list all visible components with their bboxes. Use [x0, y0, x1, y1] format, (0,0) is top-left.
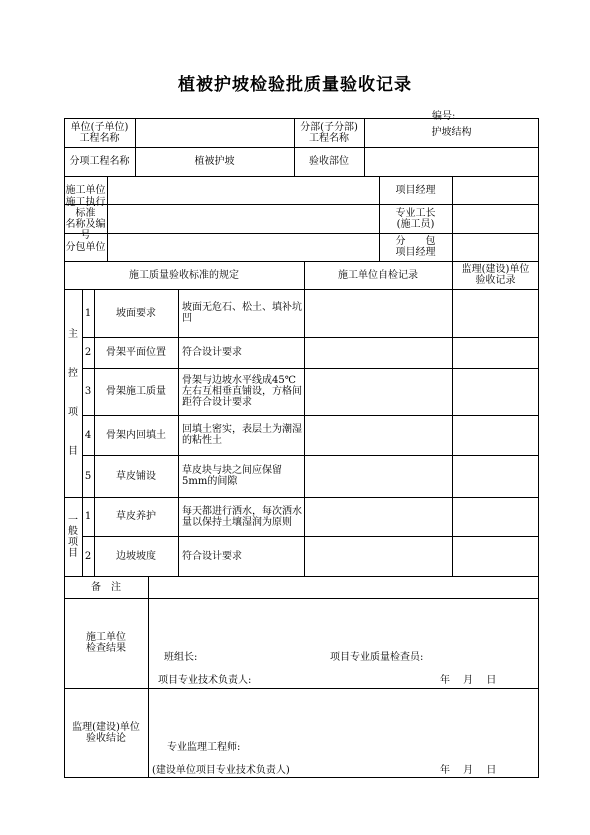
- inspection-record-table: [64, 118, 539, 778]
- general-items-group-label: 一 般 项 目: [68, 514, 78, 559]
- item-name: 草皮养护: [116, 511, 156, 522]
- sub-unit-project-name-label: 分部(子分部) 工程名称: [300, 121, 358, 144]
- supervising-engineer-signature: 专业监理工程师:: [167, 742, 241, 753]
- unit-project-name-label: 单位(子单位) 工程名称: [70, 121, 129, 144]
- self-check-cell[interactable]: [304, 536, 452, 576]
- acceptance-part-label: 验收部位: [309, 156, 349, 167]
- column-header-supervision: 监理(建设)单位 验收记录: [461, 264, 530, 286]
- document-number-label: 编号:: [432, 111, 456, 122]
- subcontractor-field[interactable]: [107, 233, 379, 261]
- supervision-cell[interactable]: [452, 415, 539, 455]
- acceptance-part-field[interactable]: [364, 147, 539, 176]
- supervision-cell[interactable]: [452, 337, 539, 368]
- item-number: 2: [84, 347, 92, 358]
- item-requirement: 坡面无危石、松土、填补坑凹: [182, 302, 302, 324]
- foreman-label: 专业工长 (施工员): [395, 207, 436, 230]
- team-leader-signature: 班组长:: [164, 652, 198, 663]
- self-check-cell[interactable]: [304, 337, 452, 368]
- page-title: 植被护坡检验批质量验收记录: [178, 75, 412, 95]
- execution-standard-field[interactable]: [107, 204, 379, 233]
- item-number: 2: [84, 550, 92, 562]
- sub-project-manager-label: 分 包 项目经理: [395, 236, 436, 258]
- item-requirement: 草皮块与块之间应保留5mm的间隙: [182, 465, 282, 487]
- supervision-cell[interactable]: [452, 368, 539, 415]
- item-number: 5: [84, 470, 92, 482]
- supervision-cell[interactable]: [452, 536, 539, 576]
- item-number: 4: [84, 429, 92, 441]
- item-name: 坡面要求: [116, 307, 156, 319]
- sub-unit-project-name-value[interactable]: 护坡结构: [431, 127, 472, 138]
- construction-unit-field[interactable]: [107, 176, 379, 204]
- owner-technical-lead-signature: (建设单位项目专业技术负责人): [152, 765, 290, 776]
- quality-inspector-signature: 项目专业质量检查员:: [330, 652, 424, 663]
- sub-project-manager-field[interactable]: [452, 233, 539, 261]
- subcontractor-label: 分包单位: [65, 241, 106, 253]
- item-name: 草皮铺设: [116, 470, 156, 482]
- foreman-field[interactable]: [452, 204, 539, 233]
- construction-check-date: 年 月 日: [440, 675, 497, 686]
- item-requirement: 骨架与边坡水平线成45℃左右互相垂直铺设，方格间距符合设计要求: [182, 375, 302, 408]
- supervision-conclusion-date: 年 月 日: [440, 765, 497, 776]
- item-number: 1: [84, 307, 92, 319]
- item-requirement: 符合设计要求: [182, 347, 242, 358]
- item-name: 骨架平面位置: [106, 347, 166, 358]
- supervision-cell[interactable]: [452, 497, 539, 536]
- remarks-field[interactable]: [148, 576, 539, 598]
- item-name: 骨架施工质量: [106, 386, 166, 397]
- self-check-cell[interactable]: [304, 497, 452, 536]
- remarks-label: 备 注: [91, 581, 121, 593]
- item-requirement: 符合设计要求: [182, 550, 242, 562]
- construction-unit-label: 施工单位: [65, 184, 106, 196]
- item-requirement: 回填土密实，表层土为潮湿的粘性土: [182, 424, 302, 446]
- supervision-cell[interactable]: [452, 455, 539, 497]
- self-check-cell[interactable]: [304, 455, 452, 497]
- column-header-self-check: 施工单位自检记录: [338, 269, 418, 281]
- self-check-cell[interactable]: [304, 415, 452, 455]
- technical-lead-signature: 项目专业技术负责人:: [158, 675, 252, 686]
- item-number: 3: [84, 386, 92, 397]
- item-number: 1: [84, 511, 92, 522]
- project-manager-field[interactable]: [452, 176, 539, 204]
- execution-standard-label: 施工执行标准 名称及编号: [65, 196, 106, 241]
- construction-check-result-label: 施工单位 检查结果: [86, 632, 126, 654]
- supervision-conclusion-label: 监理(建设)单位 验收结论: [72, 722, 140, 744]
- supervision-cell[interactable]: [452, 289, 539, 337]
- item-project-name-label: 分项工程名称: [69, 156, 130, 167]
- item-name: 骨架内回填土: [106, 429, 166, 441]
- self-check-cell[interactable]: [304, 368, 452, 415]
- project-manager-label: 项目经理: [395, 184, 436, 196]
- main-control-items-group-label: 主 控 项 目: [68, 329, 78, 457]
- column-header-standard: 施工质量验收标准的规定: [129, 269, 239, 281]
- item-name: 边坡坡度: [116, 550, 156, 562]
- item-requirement: 每天都进行洒水，每次洒水量以保持土壤湿润为原则: [182, 505, 302, 528]
- item-project-name-value[interactable]: 植被护坡: [194, 156, 235, 167]
- self-check-cell[interactable]: [304, 289, 452, 337]
- unit-project-name-field[interactable]: [135, 118, 294, 147]
